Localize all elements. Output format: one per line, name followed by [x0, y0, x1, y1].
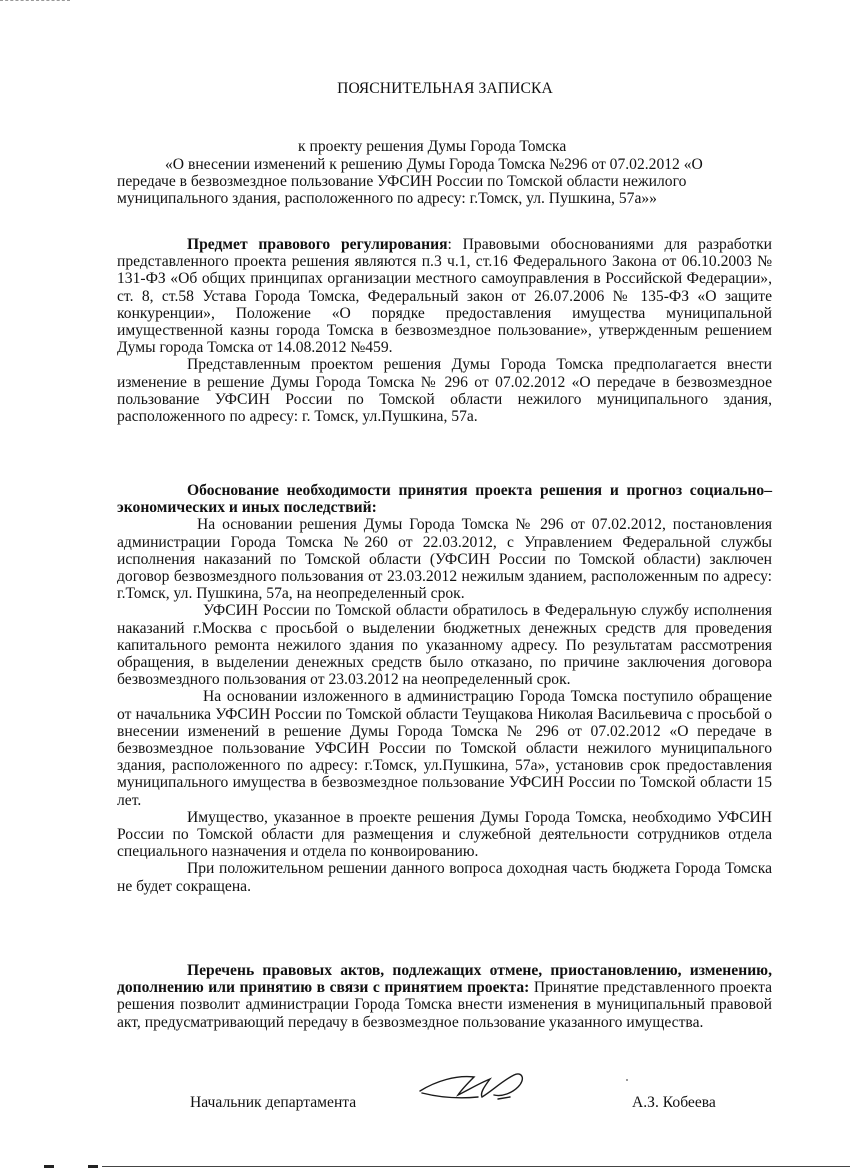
regulation-text: : Правовыми обоснованиями для разработки представленного проекта решения являются п.3 ч.1, ст.16 Федерального Закона от 06.10.2003 № 131-ФЗ «Об общих принципах организации местного самоуправления в Российской Федерации», ст. 8, ст.58 Устава Города Томска, Федеральный закон от 26.07.2006 № 135-ФЗ «О защите конкуренции», Положение «О порядке предоставления имущества муниципальной имущественной казны города Томска в безвозмездное пользование», утвержденным решением Думы города Томска от 14.08.2012 №459. — [117, 236, 772, 357]
justification-heading: Обоснование необходимости принятия проекта решения и прогноз социально–экономических и иных последствий: — [117, 482, 772, 517]
justification-paragraph-4: Имущество, указанное в проекте решения Думы Города Томска, необходимо УФСИН России по Томской области для размещения и служебной деятельности сотрудников отдела специального назначения и отдела по конвоированию. — [117, 808, 772, 861]
signatory-name: А.З. Кобеева — [632, 1094, 716, 1111]
scan-mark-2 — [88, 1165, 98, 1168]
justification-paragraph-3: На основании изложенного в администрацию Города Томска поступило обращение от начальника УФСИН России по Томской области Теущакова Николая Васильевича с просьбой о внесении изменений в решение Думы Города Томска № 296 от 07.02.2012 «О передаче в безвозмездное пользование УФСИН России по Томской области нежилого муниципального здания, расположенного по адресу: г.Томск, ул.Пушкина, 57а», установив срок предоставления муниципального имущества в безвозмездное пользование УФСИН России по Томской области 15 лет. — [117, 688, 772, 809]
justification-paragraph-2: УФСИН России по Томской области обратилось в Федеральную службу исполнения наказаний г.Москва с просьбой о выделении бюджетных денежных средств для проведения капитального ремонта нежилого здания по указанному адресу. По результатам рассмотрения обращения, в выделении денежных средств было отказано, по причине заключения договора безвозмездного пользования от 23.03.2012 на неопределенный срок. — [117, 602, 772, 689]
justification-paragraph-5: При положительном решении данного вопроса доходная часть бюджета Города Томска не будет сокращена. — [117, 860, 772, 895]
document-title: ПОЯСНИТЕЛЬНАЯ ЗАПИСКА — [337, 80, 553, 97]
section-justification — [117, 482, 772, 895]
scan-edge-mark — [0, 0, 70, 4]
legal-acts-heading: Перечень правовых актов, подлежащих отмене, приостановлению, изменению, дополнению или принятию в связи с принятием проекта: — [117, 962, 772, 997]
regulation-paragraph — [117, 236, 772, 356]
regulation-heading: Предмет правового регулирования — [187, 236, 448, 253]
subject-line: к проекту решения Думы Города Томска — [298, 138, 567, 155]
legal-acts-text: Принятие представленного проекта решения позволит администрации Города Томска внести изменения в муниципальный правовой акт, предусматривающий передачу в безвозмездное пользование указанного имущества. — [117, 979, 772, 1031]
proposal-paragraph: Представленным проектом решения Думы Города Томска предполагается внести изменение в решение Думы Города Томска № 296 от 07.02.2012 «О передаче в безвозмездное пользование УФСИН России по Томской области нежилого муниципального здания, расположенного по адресу: г. Томск, ул.Пушкина, 57а. — [117, 356, 772, 426]
handwritten-signature — [418, 1063, 528, 1105]
justification-paragraph-1: На основании решения Думы Города Томска № 296 от 07.02.2012, постановления администрации Города Томска №260 от 22.03.2012, с Управлением Федеральной службы исполнения наказаний по Томской области (УФСИН России по Томской области) заключен договор безвозмездного пользования от 23.03.2012 нежилым зданием, расположенным по адресу: г.Томск, ул. Пушкина, 57а, на неопределенный срок. — [117, 516, 772, 603]
scan-bottom-border — [102, 1166, 850, 1167]
subject-description: «О внесении изменений к решению Думы Города Томска №296 от 07.02.2012 «О передаче в безвозмездное пользование УФСИН России по Томской области нежилого муниципального здания, расположенного по адресу: г.Томск, ул. Пушкина, 57а»» — [117, 156, 703, 208]
scan-mark-1 — [44, 1165, 54, 1168]
section-legal-acts — [117, 962, 772, 1031]
signatory-position: Начальник департамента — [190, 1094, 357, 1111]
scan-speck — [626, 1079, 628, 1081]
section-regulation — [117, 236, 772, 425]
legal-acts-paragraph — [117, 962, 772, 1031]
